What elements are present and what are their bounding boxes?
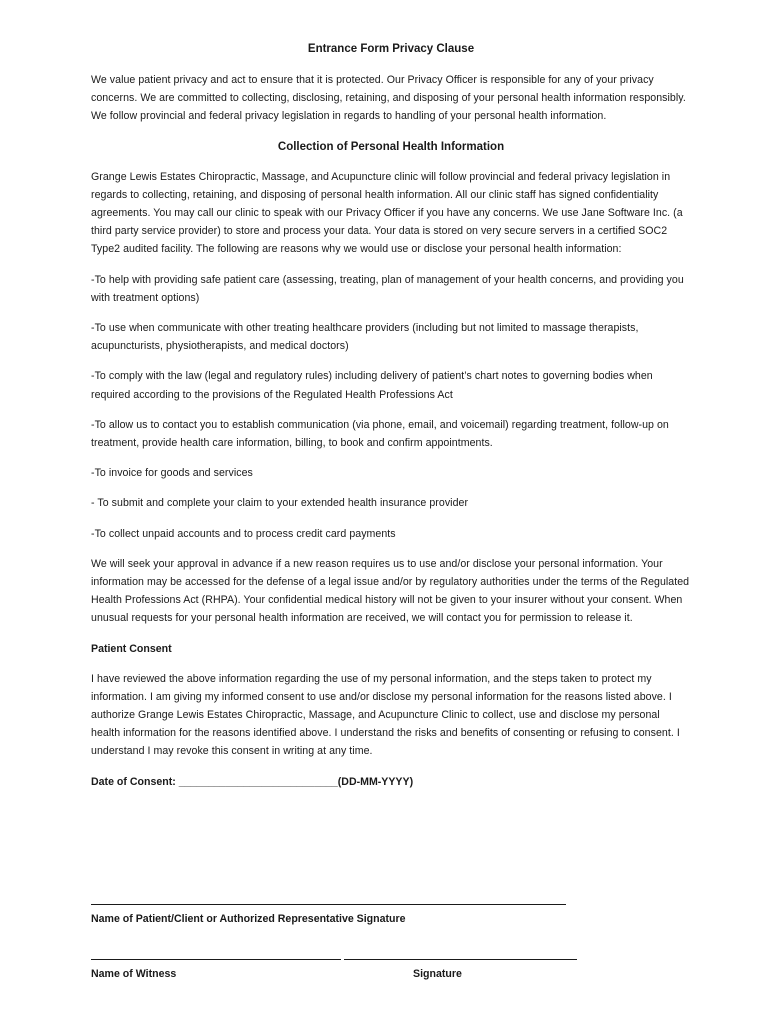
- witness-signature-block: [91, 959, 691, 982]
- witness-name-caption: Name of Witness: [91, 968, 177, 980]
- date-of-consent-field[interactable]: Date of Consent: ___________________________(DD-MM-YYYY): [91, 775, 414, 788]
- witness-signature-caption: Signature: [413, 968, 462, 980]
- patient-signature-line[interactable]: [91, 904, 566, 905]
- witness-name-line[interactable]: [91, 959, 341, 960]
- reason-item: -To comply with the law (legal and regulatory rules) including delivery of patient’s chart notes to governing bodies when required according to the provisions of the Regulated Health Professions Act: [91, 370, 653, 401]
- patient-signature-caption: Name of Patient/Client or Authorized Representative Signature: [91, 913, 406, 925]
- intro-paragraph: We value patient privacy and act to ensure that it is protected. Our Privacy Officer is responsible for any of your privacy concerns. We are committed to collecting, disclosing, retaining, and disposing of your personal health information responsibly. We follow provincial and federal privacy legislation in regards to handling of your personal health information.: [91, 74, 686, 123]
- section-title: Collection of Personal Health Information: [277, 140, 505, 153]
- reason-item: -To use when communicate with other treating healthcare providers (including but not limited to massage therapists, acupuncturists, physiotherapists, and medical doctors): [91, 322, 639, 353]
- witness-signature-line[interactable]: [344, 959, 577, 960]
- collection-paragraph: Grange Lewis Estates Chiropractic, Massage, and Acupuncture clinic will follow provincial and federal privacy legislation in regards to collecting, retaining, and disposing of personal health information. All our clinic staff has signed confidentiality agreements. You may call our clinic to speak with our Privacy Officer if you have any concerns. We use Jane Software Inc. (a third party service provider) to store and process your data. Your data is stored on very secure servers in a certified SOC2 Type2 audited facility. The following are reasons why we would use or disclose your personal health information:: [91, 170, 683, 256]
- reason-item: - To submit and complete your claim to your extended health insurance provider: [91, 497, 469, 510]
- document-title: Entrance Form Privacy Clause: [307, 43, 475, 55]
- consent-paragraph: I have reviewed the above information regarding the use of my personal information, and the steps taken to protect my information. I am giving my informed consent to use and/or disclose my personal information for the reasons listed above. I authorize Grange Lewis Estates Chiropractic, Massage, and Acupuncture Clinic to collect, use and disclose my personal health information for the reasons identified above. I understand the risks and benefits of consenting or refusing to consent. I understand I may revoke this consent in writing at any time.: [91, 672, 680, 758]
- reason-item: -To allow us to contact you to establish communication (via phone, email, and voicemail) regarding treatment, follow-up on treatment, provide health care information, billing, to book and confirm appointments.: [91, 418, 669, 450]
- patient-signature-block: [91, 904, 691, 927]
- reason-item: -To invoice for goods and services: [91, 467, 253, 480]
- consent-heading: Patient Consent: [91, 642, 172, 655]
- reason-item: -To help with providing safe patient care (assessing, treating, plan of management of your health concerns, and providing you with treatment options): [91, 273, 684, 304]
- approval-paragraph: We will seek your approval in advance if a new reason requires us to use and/or disclose your personal information. Your information may be accessed for the defense of a legal issue and/or by regulatory authorities under the terms of the Regulated Health Professions Act (RHPA). Your confidential medical history will not be given to your insurer without your consent. When unusual requests for your personal health information are received, we will contact you for permission to release it.: [91, 557, 690, 625]
- document-body: [91, 40, 691, 791]
- reason-item: -To collect unpaid accounts and to process credit card payments: [91, 527, 396, 540]
